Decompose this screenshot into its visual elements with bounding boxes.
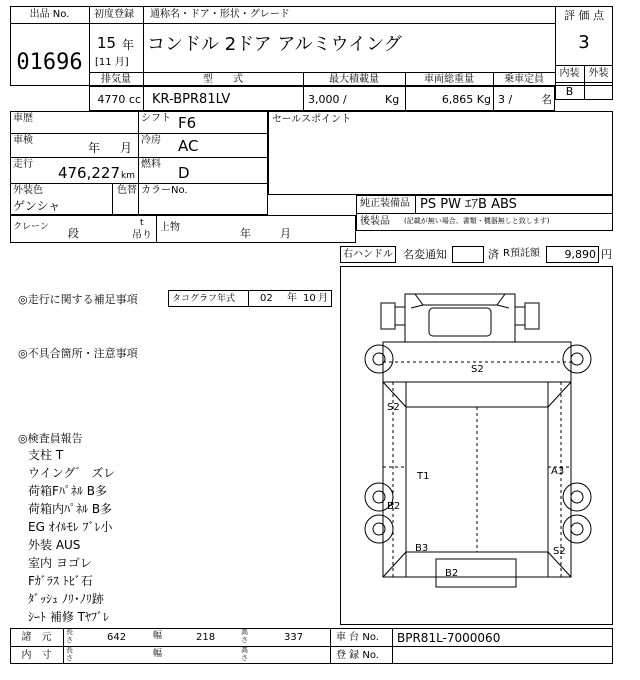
width-value: 218 [196,632,216,643]
interior-grade: B [565,85,574,98]
inspector-item: 外装 AUS [28,538,81,552]
inspector-item: Fｶﾞﾗｽ ﾄﾋﾞ石 [28,574,93,588]
tacho-month-unit: 月 [318,293,328,304]
crane-stage-unit: 段 [68,227,79,240]
max-load-unit: Kg [385,93,400,106]
mark-right-lower: S2 [553,546,566,557]
color-no-label: カラーNo. [141,185,188,196]
model-name: コンドル 2ドア アルミウイング [147,34,402,55]
ext-color-label: 外装色 [13,185,43,196]
body-month-unit: 月 [280,227,291,240]
name-change-label: 名変通知 [403,248,447,261]
inspector-item: ｼｰﾄ 補修 Tﾔﾌﾞﾚ [28,610,109,624]
shift-value: F6 [178,114,197,132]
recycle-unit: 円 [601,248,612,261]
rear-left-wheel-2 [365,515,393,543]
recycle-prefix: 済 [488,248,499,261]
crane-label: クレーン [13,222,49,232]
inspector-item: 室内 ヨゴレ [28,556,92,570]
capacity-label: 乗車定員 [504,74,544,85]
ac-label: 冷房 [141,135,161,146]
mileage-label: 走行 [13,159,33,170]
mark-left-mid: B2 [387,501,401,512]
inspector-item: ﾀﾞｯｼｭ ﾉﾘ･ﾉﾘ跡 [28,592,104,606]
inner-length-label: 長さ [66,646,73,662]
recycle-label: R預託額 [503,248,540,259]
inspection-label: 車検 [13,135,33,146]
inspector-title: ◎検査員報告 [18,432,83,445]
score-value: 3 [578,32,590,53]
tacho-year-unit: 年 [287,293,297,304]
lot-label: 出品 No. [29,9,70,20]
inspection-month-unit: 月 [120,141,133,155]
ac-value: AC [178,137,199,155]
rear-right-wheel-2 [563,515,591,543]
equipment-value: PS PW ｴｱB ABS [420,197,517,212]
model-code-label: 型 式 [203,74,243,85]
exterior-label: 外装 [588,68,609,79]
shift-label: シフト [141,113,171,124]
cab-roof-outline [405,294,515,342]
dims-label: 諸 元 [21,632,52,643]
inner-width-label: 幅 [153,649,163,659]
max-load-value: 3,000 / [308,93,347,106]
mark-left-upper: S2 [387,402,400,413]
mark-center: T1 [417,471,430,482]
lot-number: 01696 [16,50,83,75]
reg-month: [11 月] [95,57,129,68]
chassis-value: BPR81L-7000060 [397,631,501,645]
history-label: 車歴 [13,113,33,124]
score-label: 評 価 点 [564,9,604,22]
inspector-item: 荷箱Fﾊﾟﾈﾙ B多 [28,484,107,498]
max-load-label: 最大積載量 [329,74,379,85]
model-name-label: 通称名・ドア・形状・グレード [150,9,290,20]
displacement-label: 排気量 [101,74,131,85]
crane-hoist-unit: 吊り [132,230,152,241]
rear-right-wheel-1 [563,483,591,511]
inspector-item: EG ｵｲﾙﾓﾚ ﾌﾞﾚ小 [28,520,113,534]
length-value: 642 [107,632,127,643]
gross-weight-value: 6,865 Kg [441,93,491,106]
truck-diagram-svg [341,267,614,626]
tacho-month: 10 [303,293,316,304]
color-code-label: 色替 [117,185,137,196]
cab-body-outline [383,342,571,382]
tacho-label: タコグラフ年式 [172,294,236,304]
gross-weight-label: 車両総重量 [424,74,474,85]
fuel-value: D [178,164,190,182]
inspection-year-unit: 年 [88,141,101,155]
mileage-unit: km [121,171,135,181]
mark-cab-roof: S2 [471,364,484,375]
inspector-item: ウイング゛ ズレ [28,466,116,480]
sales-points-label: セールスポイント [272,114,352,125]
name-change-box [452,246,484,263]
first-reg-label: 初度登録 [94,9,134,20]
inspector-item: 支柱 T [28,448,64,462]
aftermarket-note: (記載が無い場合、書類・機器無しと致します) [404,217,550,225]
reg-no-label: 登 録 No. [336,650,379,661]
chassis-label: 車 台 No. [336,632,379,643]
front-right-wheel [563,345,591,373]
displacement-value: 4770 cc [97,93,141,106]
reg-year-unit: 年 [122,38,135,52]
crane-ton-unit: t [140,218,144,228]
inner-height-label: 高さ [241,646,248,662]
mark-right-mid: A3 [551,466,565,477]
mileage-value: 476,227 [57,164,120,182]
fuel-label: 燃料 [141,159,161,170]
recycle-amount: 9,890 [564,248,596,261]
capacity-unit: 名 [541,93,552,106]
body-year-unit: 年 [240,227,251,240]
inner-label: 内 寸 [21,650,52,661]
front-left-wheel [365,345,393,373]
aftermarket-label: 後装品 [360,216,390,227]
condition-diagram [340,266,613,625]
interior-label: 内装 [559,68,580,79]
inspector-item: 荷箱内ﾊﾟﾈﾙ B多 [28,502,113,516]
crane-row [10,215,356,243]
height-value: 337 [284,632,304,643]
ext-color-value: ゲンシャ [13,199,61,213]
mark-rear: B2 [445,568,459,579]
equipment-label: 純正装備品 [360,198,410,209]
steering-value: 右ハンドル [343,249,393,260]
defects-title: ◎不具合箇所・注意事項 [18,347,138,360]
body-label: 上物 [160,222,180,233]
driving-notes-title: ◎走行に関する補足事項 [18,293,138,306]
model-code-value: KR-BPR81LV [152,92,231,107]
tacho-year: 02 [260,293,273,304]
length-label: 長さ [66,628,73,644]
mark-floor-left: B3 [415,543,429,554]
width-label: 幅 [153,631,163,641]
capacity-value: 3 / [498,93,513,106]
reg-year: 15 [97,34,117,52]
height-label: 高さ [241,628,248,644]
